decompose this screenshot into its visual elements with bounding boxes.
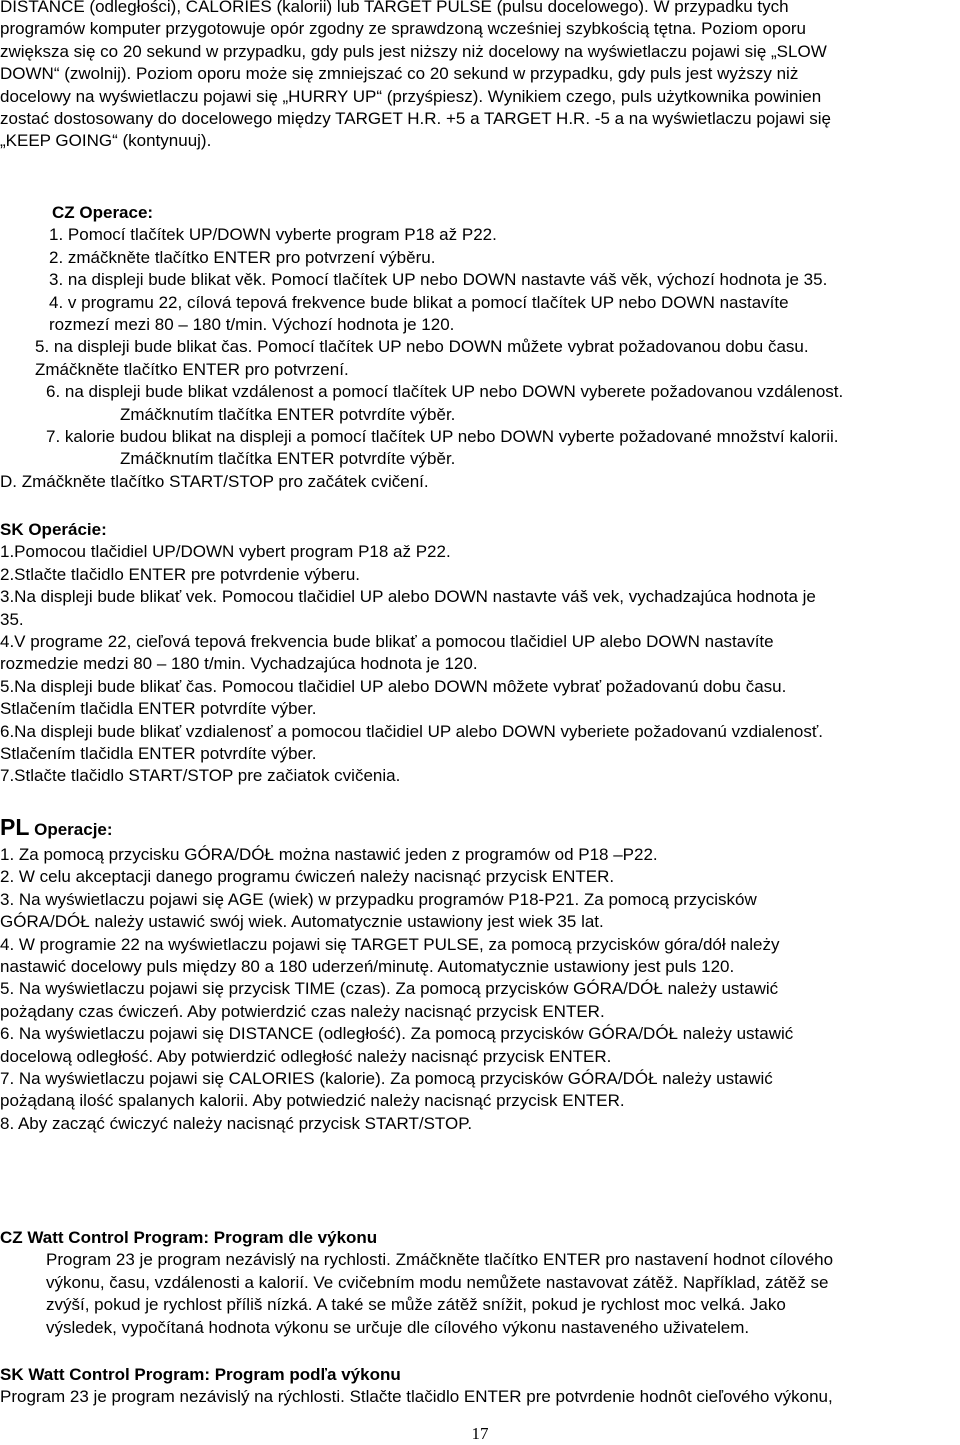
text-line: 5.Na displeji bude blikať čas. Pomocou tlačidiel UP alebo DOWN môžete vybrať požadovanú dobu času. (0, 676, 787, 696)
text-line: 6.Na displeji bude blikať vzdialenosť a pomocou tlačidiel UP alebo DOWN vyberiete požadovanú vzdialenosť. (0, 721, 823, 741)
text-line: DOWN“ (zwolnij). Poziom oporu może się zmniejszać co 20 sekund w przypadku, gdy puls jest wyższy niż (0, 64, 799, 84)
text-line: 3. na displeji bude blikat věk. Pomocí tlačítek UP nebo DOWN nastavte váš věk, výchozí hodnota je 35. (49, 270, 828, 290)
text-line: Zmáčknutím tlačítka ENTER potvrdíte výběr. (120, 449, 456, 469)
text-line: výkonu, času, vzdálenosti a kalorií. Ve cvičebním modu nemůžete nastavovat zátěž. Například, zátěž se (46, 1272, 829, 1292)
text-line: programów komputer przygotowuje opór zgodny ze sprawdzoną wcześniej szybkością tętna. Poziom oporu (0, 19, 807, 39)
text-line: 3.Na displeji bude blikať vek. Pomocou tlačidiel UP alebo DOWN nastavte váš vek, vychadzajúca hodnota je (0, 587, 816, 607)
cz-watt-section (0, 1227, 960, 1339)
text-line: „KEEP GOING“ (kontynuuj). (0, 131, 212, 151)
text-line: 8. Aby zacząć ćwiczyć należy nacisnąć przycisk START/STOP. (0, 1113, 473, 1133)
text-line: pożądany czas ćwiczeń. Aby potwierdzić czas należy nacisnąć przycisk ENTER. (0, 1001, 605, 1021)
section-heading: SK Watt Control Program: Program podľa výkonu (0, 1365, 401, 1384)
sk-watt-section (0, 1364, 960, 1409)
section-heading (0, 813, 960, 844)
text-line: Zmáčknutím tlačítka ENTER potvrdíte výběr. (120, 404, 456, 424)
text-line: 7. kalorie budou blikat na displeji a pomocí tlačítek UP nebo DOWN vyberte požadované množství kalorii. (46, 427, 839, 447)
text-line: docelową odległość. Aby potwierdzić odległość należy nacisnąć przycisk ENTER. (0, 1046, 612, 1066)
text-line: 2. W celu akceptacji danego programu ćwiczeń należy nacisnąć przycisk ENTER. (0, 867, 615, 887)
text-line: výsledek, vypočítaná hodnota výkonu se určuje dle cílového výkonu nastaveného uživatelem. (46, 1317, 750, 1337)
text-line: Stlačením tlačidla ENTER potvrdíte výber. (0, 699, 317, 719)
text-line: pożądaną ilość spalanych kalorii. Aby potwiedzić należy nacisnąć przycisk ENTER. (0, 1091, 625, 1111)
cz-operace-section (0, 202, 960, 493)
text-line: 5. Na wyświetlaczu pojawi się przycisk TIME (czas). Za pomocą przycisków GÓRA/DÓŁ należy ustawić (0, 979, 779, 999)
section-heading: CZ Watt Control Program: Program dle výkonu (0, 1228, 378, 1247)
text-line: rozmezí mezi 80 – 180 t/min. Výchozí hodnota je 120. (49, 315, 455, 335)
text-line: D. Zmáčkněte tlačítko START/STOP pro začátek cvičení. (0, 471, 429, 491)
text-line: GÓRA/DÓŁ należy ustawić swój wiek. Automatycznie ustawiony jest wiek 35 lat. (0, 912, 604, 932)
section-heading: SK Operácie: (0, 520, 107, 539)
text-line: DISTANCE (odległości), CALORIES (kalorii) lub TARGET PULSE (pulsu docelowego). W przypadku tych (0, 0, 789, 16)
text-line: Program 23 je program nezávislý na rýchlosti. Stlačte tlačidlo ENTER pre potvrdenie hodnôt cieľového výkonu, (0, 1387, 833, 1407)
text-line: 7. Na wyświetlaczu pojawi się CALORIES (kalorie). Za pomocą przycisków GÓRA/DÓŁ należy ustawić (0, 1069, 773, 1089)
text-line: 2.Stlačte tlačidlo ENTER pre potvrdenie výberu. (0, 564, 361, 584)
text-line: Zmáčkněte tlačítko ENTER pro potvrzení. (35, 359, 349, 379)
text-line: 4. W programie 22 na wyświetlaczu pojawi się TARGET PULSE, za pomocą przycisków góra/dół należy (0, 934, 780, 954)
text-line: 6. na displeji bude blikat vzdálenost a pomocí tlačítek UP nebo DOWN vyberete požadovanou vzdálenost. (46, 382, 844, 402)
text-line: zvýší, pokud je rychlost příliš nízká. A také se může zátěž snížit, pokud je rychlost moc velká. Jako (46, 1295, 786, 1315)
text-line: 1. Za pomocą przycisku GÓRA/DÓŁ można nastawić jeden z programów od P18 –P22. (0, 845, 658, 864)
text-line: 6. Na wyświetlaczu pojawi się DISTANCE (odległość). Za pomocą przycisków GÓRA/DÓŁ należy ustawić (0, 1024, 794, 1044)
heading-label: Operacje: (29, 820, 113, 839)
text-line: 3. Na wyświetlaczu pojawi się AGE (wiek) w przypadku programów P18-P21. Za pomocą przycisków (0, 889, 757, 909)
text-line: Stlačením tlačidla ENTER potvrdíte výber. (0, 744, 317, 764)
text-line: 7.Stlačte tlačidlo START/STOP pre začiatok cvičenia. (0, 766, 401, 786)
text-line: Program 23 je program nezávislý na rychlosti. Zmáčkněte tlačítko ENTER pro nastavení hodnot cílového (46, 1250, 834, 1270)
sk-operacie-section (0, 519, 960, 788)
text-line: zostać dostosowany do docelowego między TARGET H.R. +5 a TARGET H.R. -5 a na wyświetlaczu pojawi się (0, 109, 831, 129)
pl-intro-paragraph (0, 0, 960, 153)
text-line: zwiększa się co 20 sekund w przypadku, gdy puls jest niższy niż docelowy na wyświetlaczu pojawi się „SLOW (0, 41, 827, 61)
page-number: 17 (471, 1424, 489, 1443)
text-line: 35. (0, 609, 24, 629)
heading-lang-code: PL (0, 814, 30, 840)
text-line: 1. Pomocí tlačítek UP/DOWN vyberte program P18 až P22. (49, 225, 497, 245)
text-line: 4. v programu 22, cílová tepová frekvence bude blikat a pomocí tlačítek UP nebo DOWN nastavíte (49, 292, 789, 312)
text-line: 5. na displeji bude blikat čas. Pomocí tlačítek UP nebo DOWN můžete vybrat požadovanou dobu času. (35, 337, 809, 357)
text-line: rozmedzie medzi 80 – 180 t/min. Vychadzajúca hodnota je 120. (0, 654, 478, 674)
text-line: 4.V programe 22, cieľová tepová frekvencia bude blikať a pomocou tlačidiel UP alebo DOWN nastavíte (0, 632, 774, 652)
text-line: 1.Pomocou tlačidiel UP/DOWN vybert program P18 až P22. (0, 542, 451, 562)
text-line: nastawić docelowy puls między 80 a 180 uderzeń/minutę. Automatycznie ustawiony jest puls 120. (0, 957, 735, 977)
text-line: 2. zmáčkněte tlačítko ENTER pro potvrzení výběru. (49, 247, 436, 267)
pl-operacje-section (0, 813, 960, 1135)
text-line: docelowy na wyświetlaczu pojawi się „HURRY UP“ (przyśpiesz). Wynikiem czego, puls użytkownika powinien (0, 86, 822, 106)
section-heading: CZ Operace: (52, 203, 154, 222)
